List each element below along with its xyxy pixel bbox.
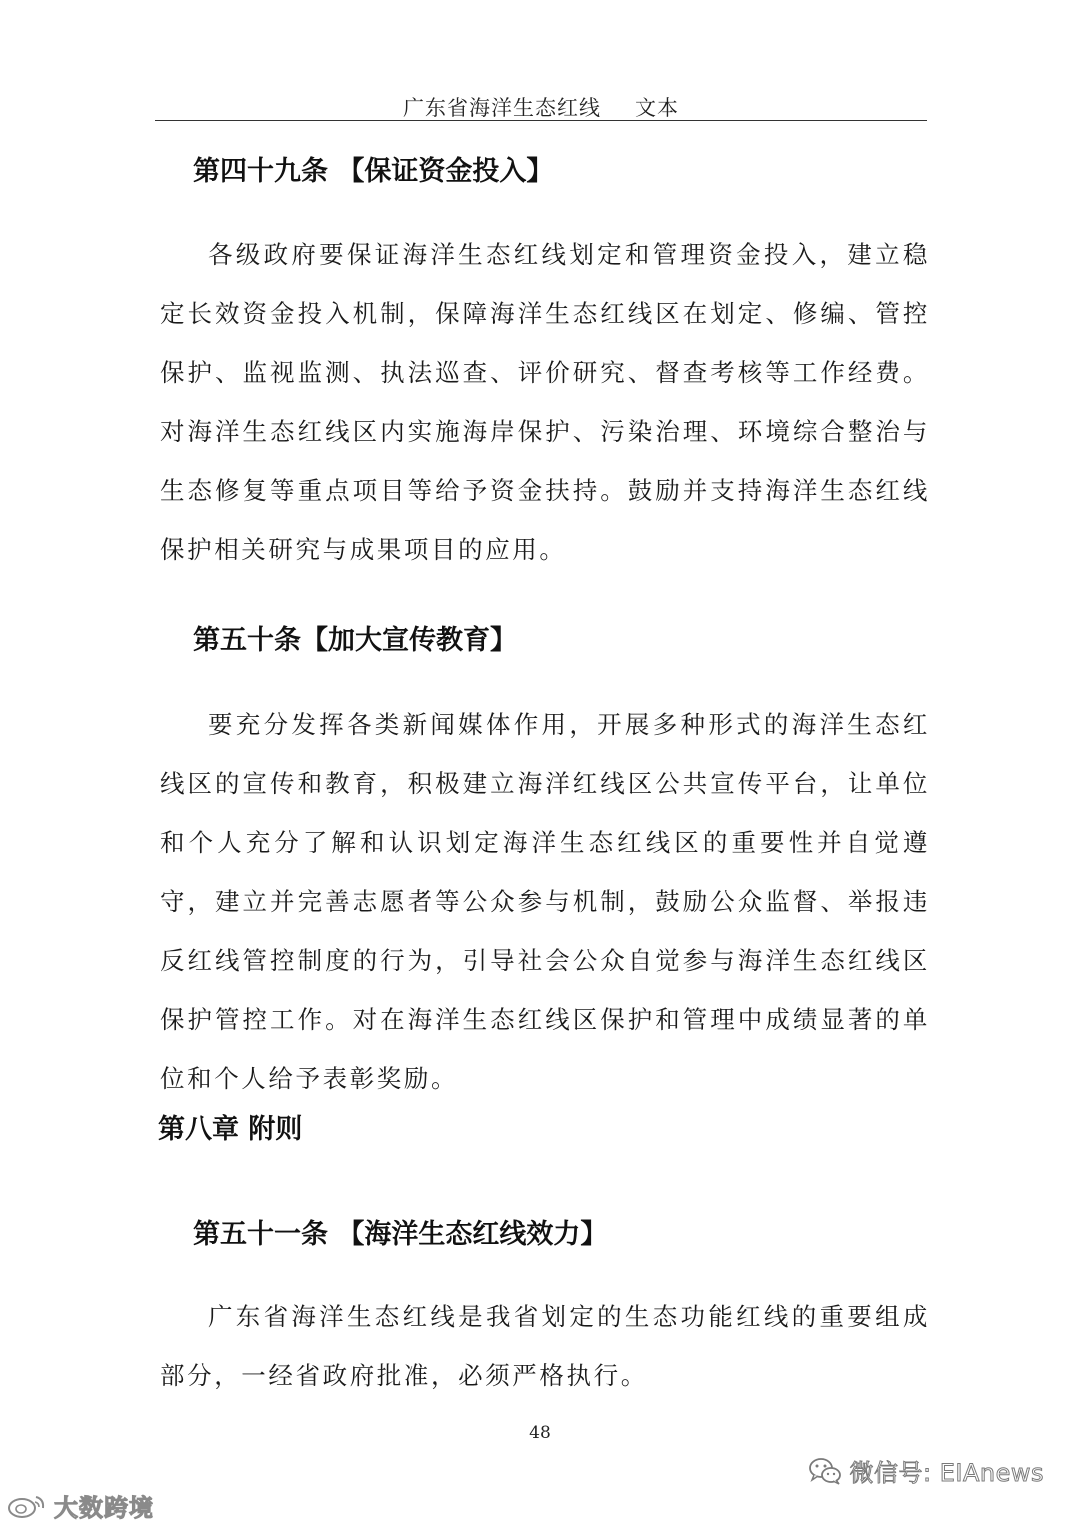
header-rule (155, 120, 927, 121)
watermark-left-text: 大数跨境 (54, 1494, 154, 1522)
chapter-8-heading: 第八章 附则 (158, 1114, 303, 1145)
wechat-icon (808, 1456, 842, 1486)
article-49-heading: 第四十九条 【保证资金投入】 (193, 156, 554, 187)
header-suffix: 文本 (635, 96, 679, 120)
page-number: 48 (529, 1423, 551, 1443)
watermark-left (6, 1488, 154, 1523)
watermark-right-text: 微信号: EIAnews (849, 1459, 1044, 1487)
header-title: 广东省海洋生态红线 (403, 96, 601, 120)
article-51-body: 广东省海洋生态红线是我省划定的生态功能红线的重要组成部分，一经省政府批准，必须严格执行。 (160, 1302, 930, 1390)
watermark-right (808, 1453, 1044, 1488)
weibo-icon (6, 1493, 48, 1519)
running-header (155, 92, 927, 122)
article-49-body: 各级政府要保证海洋生态红线划定和管理资金投入，建立稳定长效资金投入机制，保障海洋生态红线区在划定、修编、管控保护、监视监测、执法巡查、评价研究、督查考核等工作经费。对海洋生态红线区内实施海岸保护、污染治理、环境综合整治与生态修复等重点项目等给予资金扶持。鼓励并支持海洋生态红线保护相关研究与成果项目的应用。 (160, 240, 930, 564)
article-50-heading: 第五十条【加大宣传教育】 (193, 625, 517, 656)
article-51-heading: 第五十一条 【海洋生态红线效力】 (193, 1219, 608, 1250)
article-50-body: 要充分发挥各类新闻媒体作用，开展多种形式的海洋生态红线区的宣传和教育，积极建立海洋红线区公共宣传平台，让单位和个人充分了解和认识划定海洋生态红线区的重要性并自觉遵守，建立并完善志愿者等公众参与机制，鼓励公众监督、举报违反红线管控制度的行为，引导社会公众自觉参与海洋生态红线区保护管控工作。对在海洋生态红线区保护和管理中成绩显著的单位和个人给予表彰奖励。 (160, 710, 930, 1093)
